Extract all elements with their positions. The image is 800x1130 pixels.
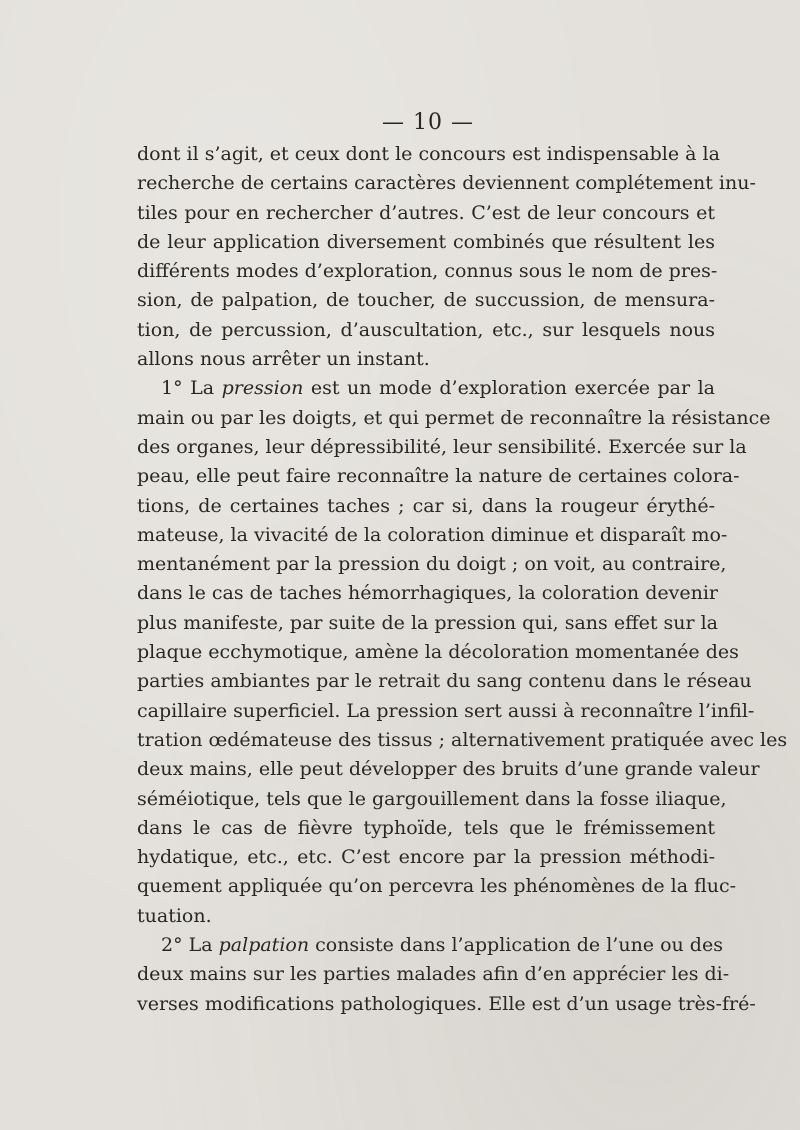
line-rest: est un mode d’exploration exercée par la [303, 377, 715, 400]
text-line: allons nous arrêter un instant. [137, 348, 430, 371]
term-palpation: palpation [218, 934, 310, 957]
text-line: des organes, leur dépressibilité, leur sensibilité. Exercée sur la [137, 435, 747, 458]
text-line: quement appliquée qu’on percevra les phénomènes de la fluc- [137, 875, 737, 898]
text-line: recherche de certains caractères deviennent complétement inu- [137, 172, 756, 195]
numbering: 1° La [161, 377, 222, 400]
paragraph-pression-first-line [137, 374, 715, 403]
text-line: tion, de percussion, d’auscultation, etc., sur lesquels nous [137, 318, 715, 341]
text-line: plaque ecchymotique, amène la décoloration momentanée des [137, 641, 739, 664]
text-line: tration œdémateuse des tissus ; alternativement pratiquée avec les [137, 728, 788, 751]
text-line: mateuse, la vivacité de la coloration diminue et disparaît mo- [137, 523, 728, 546]
text-line: main ou par les doigts, et qui permet de reconnaître la résistance [137, 406, 771, 429]
text-line: mentanément par la pression du doigt ; on voit, au contraire, [137, 553, 727, 576]
text-line: deux mains sur les parties malades afin d’en apprécier les di- [137, 963, 730, 986]
text-line: peau, elle peut faire reconnaître la nature de certaines colora- [137, 465, 740, 488]
text-line: plus manifeste, par suite de la pression qui, sans effet sur la [137, 611, 719, 634]
text-line: parties ambiantes par le retrait du sang contenu dans le réseau [137, 670, 752, 693]
text-line: tiles pour en rechercher d’autres. C’est de leur concours et [137, 201, 715, 224]
text-line: dans le cas de taches hémorrhagiques, la coloration devenir [137, 582, 718, 605]
text-line: différents modes d’exploration, connus sous le nom de pres- [137, 260, 718, 283]
text-line: de leur application diversement combinés que résultent les [137, 230, 715, 253]
body-text [137, 140, 788, 1019]
text-line: tuation. [137, 904, 212, 927]
text-line: tions, de certaines taches ; car si, dans la rougeur érythé- [137, 494, 715, 517]
line-rest: consiste dans l’application de l’une ou des [309, 934, 723, 957]
text-line: hydatique, etc., etc. C’est encore par la pression méthodi- [137, 846, 715, 869]
page-number: — 10 — [382, 110, 474, 135]
text-line: capillaire superficiel. La pression sert aussi à reconnaître l’infil- [137, 699, 755, 722]
paragraph-palpation-first-line [137, 931, 723, 960]
text-line: deux mains, elle peut développer des bruits d’une grande valeur [137, 758, 760, 781]
text-line: dont il s’agit, et ceux dont le concours est indispensable à la [137, 143, 720, 165]
text-line: séméiotique, tels que le gargouillement dans la fosse iliaque, [137, 787, 727, 810]
term-pression: pression [221, 377, 304, 400]
text-line: dans le cas de fièvre typhoïde, tels que le frémissement [137, 816, 715, 839]
numbering: 2° La [161, 934, 219, 957]
text-line: verses modifications pathologiques. Elle est d’un usage très-fré- [137, 992, 756, 1015]
text-line: sion, de palpation, de toucher, de succussion, de mensura- [137, 289, 715, 312]
